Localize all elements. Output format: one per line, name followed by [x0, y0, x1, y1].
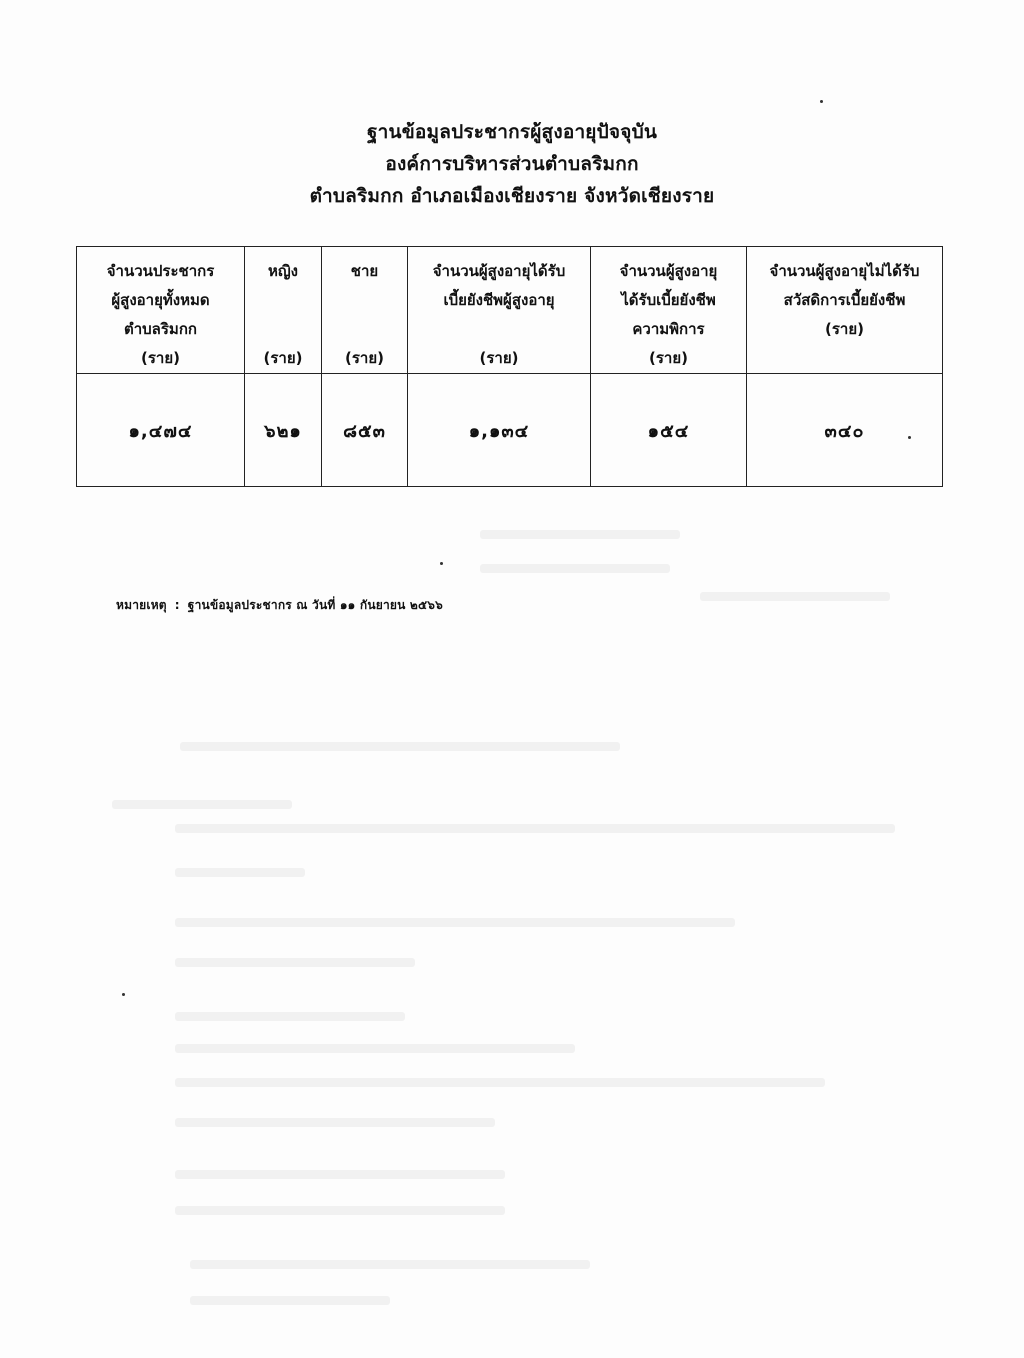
bleed-through-line: [180, 742, 620, 751]
header-line: ตำบลริมกก: [124, 320, 197, 338]
table-header-row: [77, 247, 943, 374]
header-no-allowance: [747, 247, 943, 374]
elderly-population-table: [76, 246, 943, 487]
value-no-allowance: ๓๔๐: [747, 374, 943, 487]
bleed-through-line: [480, 530, 680, 539]
value-male: ๘๕๓: [322, 374, 408, 487]
bleed-through-line: [175, 1012, 405, 1021]
header-total-elderly: [77, 247, 245, 374]
document-title: [0, 116, 1024, 212]
footnote-separator: :: [174, 598, 180, 612]
title-line-2: องค์การบริหารส่วนตำบลริมกก: [385, 153, 639, 175]
header-line: หญิง: [268, 262, 298, 280]
header-line: จำนวนประชากร: [106, 262, 215, 280]
bleed-through-line: [175, 1078, 825, 1087]
bleed-through-line: [700, 592, 890, 601]
header-unit: (ราย): [479, 349, 519, 367]
header-disability-allowance: [591, 247, 747, 374]
bleed-through-line: [175, 918, 735, 927]
header-unit: (ราย): [141, 349, 180, 367]
header-line: สวัสดิการเบี้ยยังชีพ: [783, 291, 906, 309]
bleed-through-line: [175, 1170, 505, 1179]
header-line: จำนวนผู้สูงอายุไม่ได้รับ: [769, 262, 920, 280]
scan-speck: [820, 100, 823, 103]
header-elderly-allowance: [408, 247, 591, 374]
header-line: จำนวนผู้สูงอายุได้รับ: [432, 262, 566, 280]
bleed-through-line: [190, 1260, 590, 1269]
bleed-through-line: [112, 800, 292, 809]
bleed-through-line: [190, 1296, 390, 1305]
header-line: ได้รับเบี้ยยังชีพ: [621, 291, 716, 309]
header-male: [322, 247, 408, 374]
header-female: [245, 247, 322, 374]
value-total-elderly: ๑,๔๗๔: [77, 374, 245, 487]
header-line: (ราย): [825, 320, 864, 338]
bleed-through-line: [175, 958, 415, 967]
header-line: เบี้ยยังชีพผู้สูงอายุ: [443, 291, 555, 309]
bleed-through-line: [175, 868, 305, 877]
footnote: [116, 596, 443, 615]
bleed-through-line: [175, 824, 895, 833]
header-unit: (ราย): [263, 349, 303, 367]
scan-speck: [440, 562, 443, 565]
scan-speck: [122, 993, 125, 996]
value-disability-allowance: ๑๕๔: [591, 374, 747, 487]
bleed-through-line: [175, 1118, 495, 1127]
header-line: ผู้สูงอายุทั้งหมด: [111, 291, 210, 309]
title-line-1: ฐานข้อมูลประชากรผู้สูงอายุปัจจุบัน: [366, 121, 658, 143]
bleed-through-line: [175, 1044, 575, 1053]
bleed-through-line: [480, 564, 670, 573]
value-female: ๖๒๑: [245, 374, 322, 487]
header-line: จำนวนผู้สูงอายุ: [619, 262, 718, 280]
bleed-through-line: [175, 1206, 505, 1215]
footnote-text: ฐานข้อมูลประชากร ณ วันที่ ๑๑ กันยายน ๒๕๖๖: [187, 598, 443, 612]
value-elderly-allowance: ๑,๑๓๔: [408, 374, 591, 487]
header-unit: (ราย): [345, 349, 384, 367]
header-unit: (ราย): [649, 349, 688, 367]
header-line: ความพิการ: [632, 320, 705, 338]
table-row: [77, 374, 943, 487]
footnote-label: หมายเหตุ: [116, 598, 167, 612]
title-line-3: ตำบลริมกก อำเภอเมืองเชียงราย จังหวัดเชียงราย: [309, 185, 715, 207]
header-line: ชาย: [350, 262, 379, 280]
